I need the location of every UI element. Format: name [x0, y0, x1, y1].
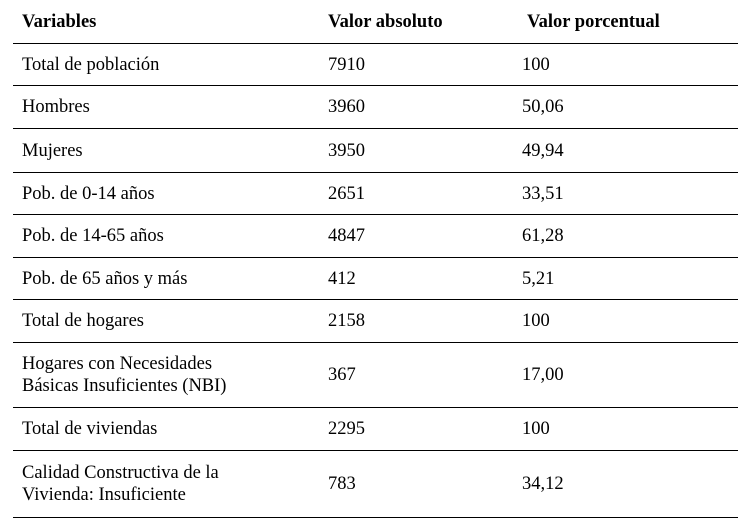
table-row — [13, 173, 738, 215]
table-row — [13, 343, 738, 408]
cell-porcentual: 100 — [522, 54, 550, 75]
cell-variable: Pob. de 14-65 años — [22, 226, 164, 246]
cell-variable — [22, 462, 302, 506]
table-row — [13, 451, 738, 518]
cell-porcentual: 17,00 — [522, 365, 564, 385]
cell-absoluto: 2158 — [328, 311, 365, 331]
cell-absoluto: 4847 — [328, 226, 365, 246]
cell-absoluto: 367 — [328, 365, 356, 385]
table-row — [13, 300, 738, 343]
cell-variable-line: Básicas Insuficientes (NBI) — [22, 376, 227, 396]
table-header-row — [13, 0, 738, 44]
cell-absoluto: 2295 — [328, 419, 365, 439]
cell-absoluto: 7910 — [328, 54, 365, 75]
header-valor-porcentual: Valor porcentual — [527, 12, 660, 32]
cell-variable: Total de viviendas — [22, 419, 158, 439]
cell-variable — [22, 353, 302, 397]
cell-porcentual: 100 — [522, 311, 550, 331]
header-variables: Variables — [22, 12, 97, 32]
table-row — [13, 258, 738, 300]
table-row — [13, 408, 738, 451]
header-valor-absoluto: Valor absoluto — [328, 12, 443, 32]
cell-porcentual: 33,51 — [522, 183, 564, 204]
cell-absoluto: 412 — [328, 268, 356, 289]
cell-variable: Hombres — [22, 97, 90, 117]
cell-variable: Total de hogares — [22, 311, 144, 331]
cell-variable: Pob. de 0-14 años — [22, 183, 155, 204]
cell-variable-line: Vivienda: Insuficiente — [22, 485, 186, 505]
cell-porcentual: 61,28 — [522, 226, 564, 246]
cell-porcentual: 50,06 — [522, 97, 564, 117]
cell-variable: Pob. de 65 años y más — [22, 268, 188, 289]
table-row — [13, 215, 738, 258]
table-row — [13, 44, 738, 86]
cell-absoluto: 2651 — [328, 183, 365, 204]
cell-porcentual: 5,21 — [522, 268, 555, 289]
table-row — [13, 129, 738, 173]
cell-variable-line: Hogares con Necesidades — [22, 354, 213, 374]
cell-absoluto: 783 — [328, 474, 356, 494]
cell-variable: Total de población — [22, 54, 160, 75]
cell-porcentual: 49,94 — [522, 140, 564, 161]
cell-variable: Mujeres — [22, 140, 83, 161]
cell-variable-line: Calidad Constructiva de la — [22, 463, 219, 483]
data-table — [13, 0, 738, 518]
cell-porcentual: 34,12 — [522, 474, 564, 494]
cell-absoluto: 3960 — [328, 97, 365, 117]
table-row — [13, 86, 738, 129]
cell-absoluto: 3950 — [328, 140, 365, 161]
cell-porcentual: 100 — [522, 419, 550, 439]
